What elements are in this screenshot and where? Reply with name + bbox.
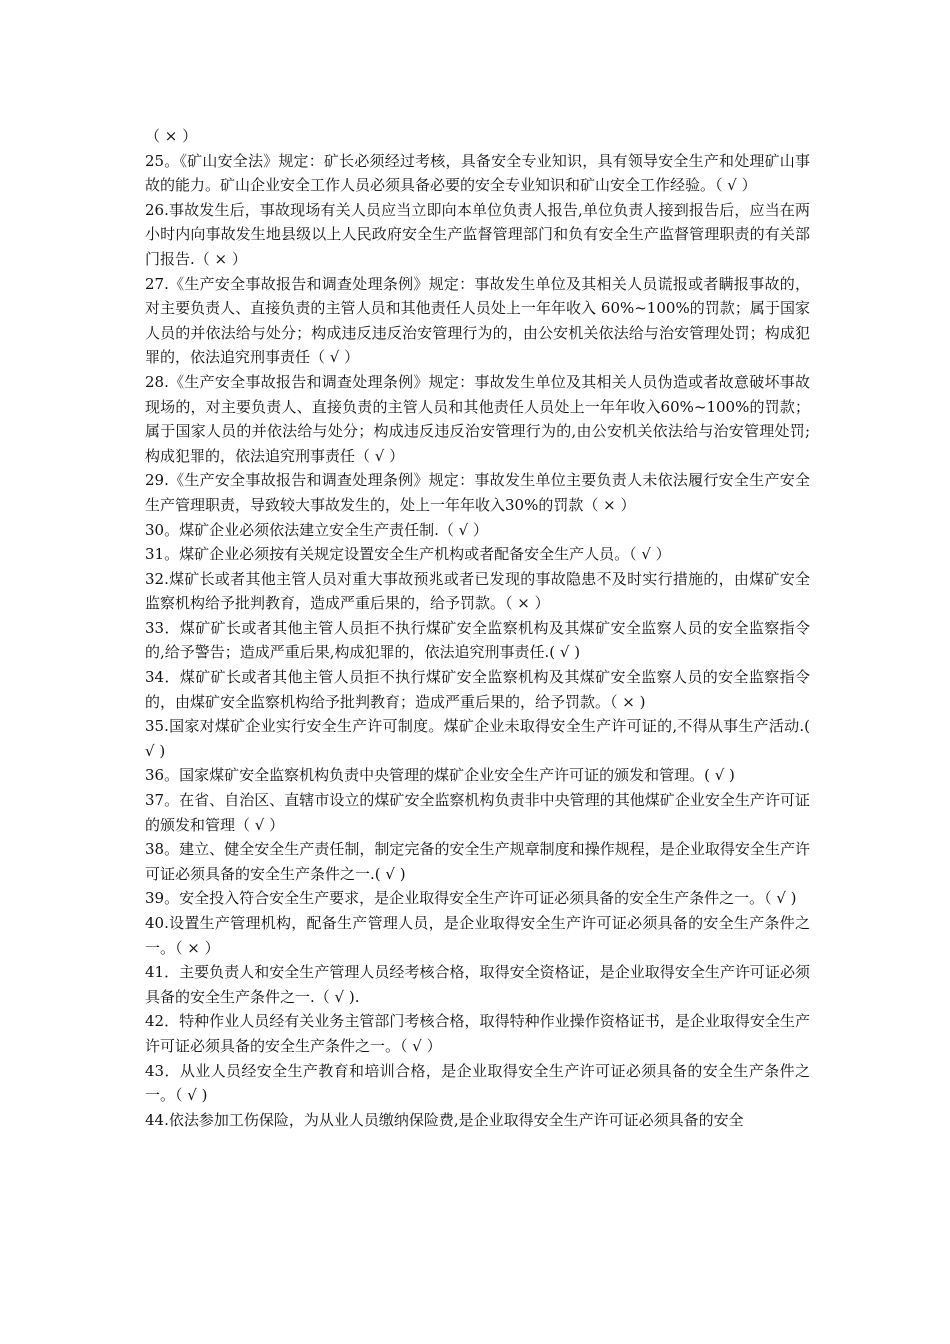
question-43: 43．从业人员经安全生产教育和培训合格，是企业取得安全生产许可证必须具备的安全生产条件之一。（ √ ) bbox=[145, 1061, 810, 1105]
question-44: 44.依法参加工伤保险，为从业人员缴纳保险费,是企业取得安全生产许可证必须具备的安全 bbox=[145, 1110, 744, 1129]
question-41: 41．主要负责人和安全生产管理人员经考核合格，取得安全资格证，是企业取得安全生产许可证必须具备的安全生产条件之一.（ √ ). bbox=[145, 963, 810, 1006]
question-31: 31。煤矿企业必须按有关规定设置安全生产机构或者配备安全生产人员。（ √ ） bbox=[145, 545, 671, 564]
question-28: 28.《生产安全事故报告和调查处理条例》规定：事故发生单位及其相关人员伪造或者故意破坏事故现场的，对主要负责人、直接负责的主管人员和其他责任人员处上一年年收入60%~100%的罚款；属于国家人员的并依法给与处分；构成违反违反治安管理行为的,由公安机关依法给与治安管理处罚;构成犯罪的，依法追究刑事责任（ √ ） bbox=[145, 372, 810, 465]
question-40: 40.设置生产管理机构，配备生产管理人员，是企业取得安全生产许可证必须具备的安全生产条件之一。（ × ） bbox=[145, 914, 810, 957]
question-39: 39。安全投入符合安全生产要求，是企业取得安全生产许可证必须具备的安全生产条件之一。（ √ ) bbox=[145, 889, 797, 908]
document-body bbox=[145, 124, 810, 1132]
answer-line: （ × ） bbox=[145, 127, 198, 145]
question-27: 27.《生产安全事故报告和调查处理条例》规定：事故发生单位及其相关人员谎报或者瞒报事故的，对主要负责人、直接负责的主管人员和其他责任人员处上一年年收入 60%~100%的罚款；属于国家人员的并依法给与处分；构成违反违反治安管理行为的，由公安机关依法给与治安管理处罚；构成犯罪的，依法追究刑事责任（ √ ） bbox=[145, 274, 810, 367]
question-32: 32.煤矿长或者其他主管人员对重大事故预兆或者已发现的事故隐患不及时实行措施的，由煤矿安全监察机构给予批判教育，造成严重后果的，给予罚款。（ × ） bbox=[145, 569, 810, 613]
question-29: 29.《生产安全事故报告和调查处理条例》规定：事故发生单位主要负责人未依法履行安全生产安全生产管理职责，导致较大事故发生的，处上一年年收入30%的罚款（ × ） bbox=[145, 471, 810, 514]
question-42: 42．特种作业人员经有关业务主管部门考核合格，取得特种作业操作资格证书，是企业取得安全生产许可证必须具备的安全生产条件之一。（ √ ） bbox=[145, 1012, 810, 1055]
question-37: 37。在省、自治区、直辖市设立的煤矿安全监察机构负责非中央管理的其他煤矿企业安全生产许可证的颁发和管理（ √ ） bbox=[145, 791, 810, 834]
question-35: 35.国家对煤矿企业实行安全生产许可制度。煤矿企业未取得安全生产许可证的,不得从事生产活动.( √ ) bbox=[145, 717, 810, 760]
question-38: 38。建立、健全安全生产责任制，制定完备的安全生产规章制度和操作规程，是企业取得安全生产许可证必须具备的安全生产条件之一.( √ ) bbox=[145, 840, 810, 883]
question-34: 34．煤矿矿长或者其他主管人员拒不执行煤矿安全监察机构及其煤矿安全监察人员的安全监察指令的，由煤矿安全监察机构给予批判教育；造成严重后果的，给予罚款。（ × ) bbox=[145, 668, 810, 711]
question-30: 30。煤矿企业必须依法建立安全生产责任制.（ √ ） bbox=[145, 520, 488, 539]
question-26: 26.事故发生后，事故现场有关人员应当立即向本单位负责人报告,单位负责人接到报告后，应当在两小时内向事故发生地县级以上人民政府安全生产监督管理部门和负有安全生产监督管理职责的有关部门报告.（ × ） bbox=[145, 200, 810, 268]
question-33: 33．煤矿矿长或者其他主管人员拒不执行煤矿安全监察机构及其煤矿安全监察人员的安全监察指令的,给予警告；造成严重后果,构成犯罪的，依法追究刑事责任.( √ ) bbox=[145, 618, 810, 662]
question-36: 36。国家煤矿安全监察机构负责中央管理的煤矿企业安全生产许可证的颁发和管理。( √ ) bbox=[145, 766, 735, 785]
question-25: 25。《矿山安全法》规定：矿长必须经过考核，具备安全专业知识，具有领导安全生产和处理矿山事故的能力。矿山企业安全工作人员必须具备必要的安全专业知识和矿山安全工作经验。（ √ ） bbox=[145, 151, 810, 195]
